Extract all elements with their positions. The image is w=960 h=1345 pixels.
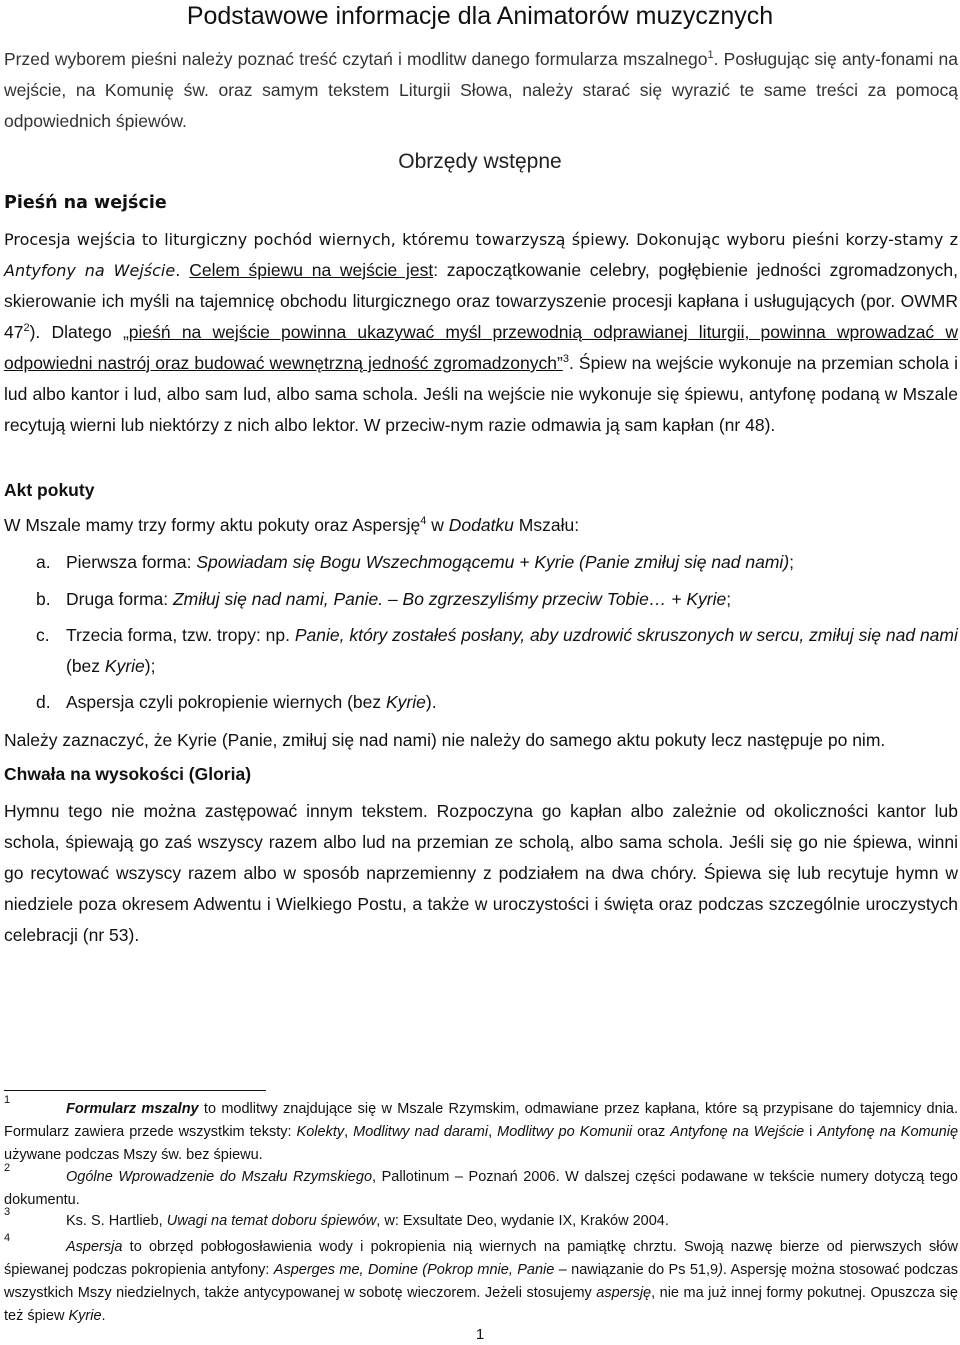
footnote-italic: Uwagi na temat doboru śpiewów: [166, 1213, 377, 1229]
footnote-text: ,: [344, 1124, 354, 1140]
list-item: [36, 620, 958, 682]
list-item-label: d.: [36, 692, 51, 712]
list-item-end: ;: [789, 552, 795, 572]
footnote-ref-4[interactable]: 4: [420, 515, 427, 528]
list-item-text: Pierwsza forma:: [66, 552, 197, 572]
intro-text-2: . Posługując się anty-fonami na wejście, na Komunię św. oraz samym tekstem Liturgii Słowa, należy starać się wyrazić te same treści za pomocą odpowiednich śpiewów.: [4, 49, 958, 131]
list-item-label: c.: [36, 625, 50, 645]
footnote-text: i: [804, 1124, 818, 1140]
list-item-italic: Spowiadam się Bogu Wszechmogącemu + Kyrie (Panie zmiłuj się nad nami): [196, 552, 790, 572]
footnote-text: , Pallotinum – Poznań 2006. W dalszej części podawane w tekście numery dotyczą tego dokumentu.: [4, 1169, 958, 1208]
page-number: 1: [475, 1326, 485, 1343]
footnote-4: [4, 1232, 958, 1328]
footnote-italic: Modlitwy nad darami: [353, 1124, 489, 1140]
entrance-paragraph: [4, 224, 958, 441]
footnote-divider: [4, 1090, 266, 1091]
list-item-label: b.: [36, 589, 51, 609]
footnote-italic: ): [718, 1262, 723, 1278]
list-item-end: ;: [726, 589, 732, 609]
list-item: [36, 687, 958, 718]
list-item-label: a.: [36, 552, 51, 572]
entrance-heading: Pieśń na wejście: [4, 193, 167, 213]
section-title: Obrzędy wstępne: [398, 150, 562, 173]
footnote-text: ,: [488, 1124, 498, 1140]
entrance-text-3: ). Dlatego: [29, 322, 123, 342]
list-item-italic: Zmiłuj się nad nami, Panie. – Bo zgrzeszyliśmy przeciw Tobie… + Kyrie: [172, 589, 727, 609]
penitential-heading: Akt pokuty: [4, 480, 95, 500]
footnote-italic: Kolekty: [296, 1124, 345, 1140]
footnote-italic: Asperges me, Domine (Pokrop mnie, Panie: [273, 1262, 555, 1278]
footnote-italic: Kyrie: [68, 1308, 102, 1324]
page-title: Podstawowe informacje dla Animatorów muzycznych: [186, 2, 774, 30]
entrance-text-2: : zapoczątkowanie celebry, pogłębienie jedności zgromadzonych, skierowanie ich myśli na tajemnicę obchodu liturgicznego oraz towarzyszenie procesji kapłana i usługujących (por. OWMR 47: [4, 260, 959, 342]
entrance-text-4: . Śpiew na wejście wykonuje na przemian schola i lud albo kantor i lud, albo sam lud, albo sama schola. Jeśli na wejście nie wykonuje się śpiewu, antyfonę podaną w Mszale recytują wierni lub niektórzy z nich albo lektor. W przeciw-nym razie odmawia ją sam kapłan (nr 48).: [4, 353, 958, 435]
footnote-italic: Modlitwy po Komunii: [497, 1124, 633, 1140]
footnote-text: używane podczas Mszy św. bez śpiewu.: [4, 1147, 263, 1163]
penitential-intro-text: W Mszale mamy trzy formy aktu pokuty oraz Aspersję: [4, 515, 421, 535]
footnote-text: , nie ma już innej formy pokutnej. Opuszcza się też śpiew: [4, 1285, 958, 1324]
footnote-text: to modlitwy znajdujące się w Mszale Rzymskim, odmawiane przez kapłana, które są przypisane do tajemnicy dnia. Formularz zawiera przede wszystkim teksty:: [4, 1101, 959, 1140]
list-item-italic-2: Kyrie: [104, 656, 145, 676]
footnote-text: to obrzęd pobłogosławienia wody i pokropienia nią wiernych na pamiątkę chrztu. Swoją nazwę bierze od pierwszych słów śpiewanej podczas pokropienia antyfony:: [4, 1239, 958, 1278]
list-item-text: Aspersja czyli pokropienie wiernych (bez: [66, 692, 386, 712]
footnote-ref-1[interactable]: 1: [707, 49, 714, 62]
footnote-2: [4, 1162, 958, 1212]
penitential-intro-in: w: [426, 515, 449, 535]
penitential-intro-appendix: Dodatku: [448, 515, 514, 535]
footnote-number: 4: [4, 1232, 11, 1244]
footnote-text: . Aspersję można stosować podczas wszystkich Mszy niedzielnych, także antycypowanej w sobotę wieczorem. Jeżeli stosujemy: [4, 1262, 958, 1301]
list-item: [36, 584, 958, 615]
gloria-heading: Chwała na wysokości (Gloria): [4, 764, 252, 784]
entrance-text-1: Procesja wejścia to liturgiczny pochód wiernych, któremu towarzyszą śpiewy. Dokonując wyboru pieśni korzy-stamy z: [4, 230, 958, 249]
entrance-text-1-end: .: [175, 261, 190, 280]
entrance-purpose-label: Celem śpiewu na wejście jest: [189, 260, 434, 280]
footnote-italic: Aspersja: [66, 1239, 123, 1255]
list-item-text: Druga forma:: [66, 589, 173, 609]
footnote-text: – nawiązanie do Ps 51,9: [554, 1262, 719, 1278]
penitential-intro-end: Mszału:: [513, 515, 580, 535]
list-item-mid: (bez: [66, 656, 105, 676]
footnote-ref-3[interactable]: 3: [562, 353, 569, 366]
entrance-quote: „pieśń na wejście powinna ukazywać myśl przewodnią odprawianej liturgii, powinna wprowadzać w odpowiedni nastrój oraz budować wewnętrzną jedność zgromadzonych”: [4, 322, 958, 373]
list-item-end: ).: [425, 692, 437, 712]
list-item-italic: Kyrie: [386, 692, 426, 712]
footnote-text: Ks. S. Hartlieb,: [66, 1213, 167, 1229]
footnote-italic: Antyfonę na Komunię: [817, 1124, 959, 1140]
footnote-italic: Ogólne Wprowadzenie do Mszału Rzymskiego: [66, 1169, 373, 1185]
footnote-number: 2: [4, 1162, 11, 1174]
list-item-italic: Panie, który zostałeś posłany, aby uzdrowić skruszonych w sercu, zmiłuj się nad nami: [294, 625, 958, 645]
footnote-number: 3: [4, 1206, 11, 1218]
entrance-antiphon-title: Antyfony na Wejście: [4, 261, 176, 280]
footnote-number: 1: [4, 1094, 11, 1106]
list-item: [36, 547, 958, 578]
footnote-text: .: [101, 1308, 106, 1324]
footnote-text: oraz: [632, 1124, 671, 1140]
intro-text-1: Przed wyborem pieśni należy poznać treść czytań i modlitw danego formularza mszalnego: [4, 49, 708, 69]
footnote-text: , w: Exsultate Deo, wydanie IX, Kraków 2004.: [376, 1213, 669, 1229]
footnote-ref-2[interactable]: 2: [23, 322, 30, 335]
penitential-intro: [4, 510, 958, 541]
footnote-term: Formularz mszalny: [66, 1101, 199, 1117]
footnote-italic: aspersję: [596, 1285, 652, 1301]
list-item-text: Trzecia forma, tzw. tropy: np.: [66, 625, 295, 645]
intro-paragraph: [4, 44, 958, 137]
list-item-end: );: [144, 656, 156, 676]
penitential-note: Należy zaznaczyć, że Kyrie (Panie, zmiłuj się nad nami) nie należy do samego aktu pokuty lecz następuje po nim.: [4, 730, 886, 750]
footnote-italic: Antyfonę na Wejście: [670, 1124, 805, 1140]
footnote-3: [4, 1206, 958, 1233]
footnote-1: [4, 1094, 959, 1167]
gloria-paragraph: Hymnu tego nie można zastępować innym tekstem. Rozpoczyna go kapłan albo zależnie od okoliczności kantor lub schola, śpiewają go zaś wszyscy razem albo lud na przemian ze scholą, albo sama schola. Jeśli się go nie śpiewa, winni go recytować wszyscy razem albo w sposób naprzemienny z podziałem na dwa chóry. Śpiewa się lub recytuje hymn w niedziele poza okresem Adwentu i Wielkiego Postu, a także w uroczystości i święta oraz podczas szczególnie uroczystych celebracji (nr 53).: [4, 801, 958, 945]
